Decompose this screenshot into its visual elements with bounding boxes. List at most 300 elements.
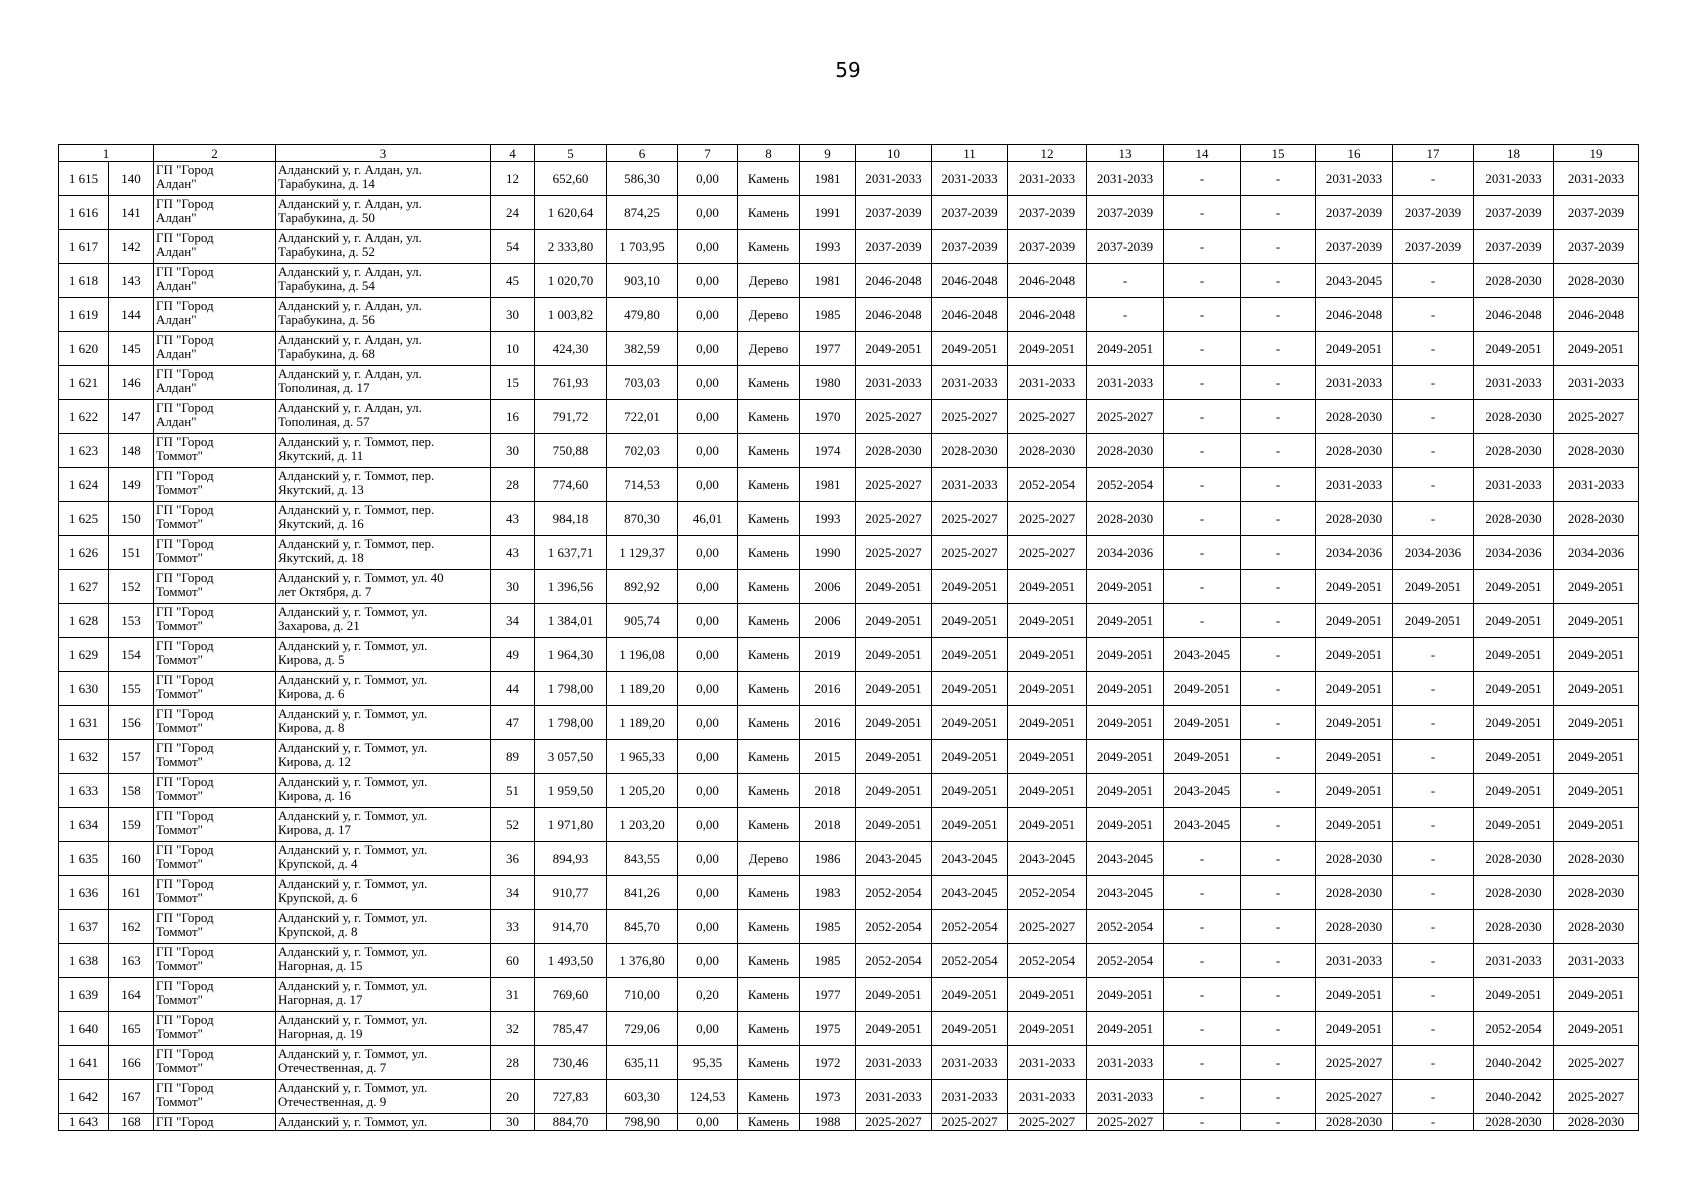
address-line: Алданский у, г. Томмот, ул. [278,1012,428,1027]
col-14-cell: - [1164,162,1241,196]
col-5-cell: 1 964,30 [535,638,607,672]
col-15-cell: - [1241,1080,1316,1114]
col-11-cell: 2031-2033 [932,468,1008,502]
col-7-cell: 0,00 [678,604,738,638]
col-7-cell: 0,00 [678,196,738,230]
col-14-cell: - [1164,230,1241,264]
table-row [59,332,1639,366]
col-4-cell: 28 [491,1046,535,1080]
col-11-cell: 2025-2027 [932,400,1008,434]
housing-register-table [58,144,1639,1131]
row-index-cell: 147 [109,400,154,434]
row-number-cell: 1 624 [59,468,109,502]
col-6-cell: 1 965,33 [607,740,678,774]
col-10-cell: 2049-2051 [856,332,932,366]
address-line: лет Октября, д. 7 [278,584,372,599]
col-17-cell: - [1393,638,1474,672]
col-13-cell: 2028-2030 [1087,502,1164,536]
col-10-cell: 2043-2045 [856,842,932,876]
organization-cell [154,230,276,264]
row-number-cell: 1 635 [59,842,109,876]
row-index-cell: 160 [109,842,154,876]
col-4-cell: 33 [491,910,535,944]
col-19-cell: 2049-2051 [1554,978,1639,1012]
address-line: Кирова, д. 6 [278,686,345,701]
col-4-cell: 12 [491,162,535,196]
year-cell: 2006 [800,604,856,638]
col-17-cell: - [1393,264,1474,298]
col-6-cell: 874,25 [607,196,678,230]
address-line: Алданский у, г. Томмот, ул. [278,706,428,721]
col-17-cell: - [1393,502,1474,536]
address-line: Алданский у, г. Томмот, ул. [278,774,428,789]
table-row [59,502,1639,536]
organization-line: ГП "Город [156,230,214,245]
address-line: Алданский у, г. Алдан, ул. [278,162,422,177]
material-cell: Камень [738,502,800,536]
row-index-cell: 144 [109,298,154,332]
address-cell [276,910,491,944]
row-number-cell: 1 616 [59,196,109,230]
address-line: Тарабукина, д. 56 [278,312,375,327]
col-10-cell: 2037-2039 [856,230,932,264]
col-6-cell: 1 196,08 [607,638,678,672]
organization-cell [154,332,276,366]
col-12-cell: 2025-2027 [1008,910,1087,944]
address-cell [276,502,491,536]
table-row [59,298,1639,332]
col-4-cell: 43 [491,502,535,536]
year-cell: 1985 [800,910,856,944]
col-18-cell: 2028-2030 [1474,876,1554,910]
col-19-cell: 2025-2027 [1554,400,1639,434]
col-15-cell: - [1241,808,1316,842]
address-cell [276,978,491,1012]
row-number-cell: 1 630 [59,672,109,706]
col-18-cell: 2028-2030 [1474,910,1554,944]
row-number-cell: 1 623 [59,434,109,468]
address-line: Тарабукина, д. 68 [278,346,375,361]
col-10-cell: 2025-2027 [856,400,932,434]
col-13-cell: 2031-2033 [1087,1046,1164,1080]
column-number-header [59,145,1639,162]
organization-line: ГП "Город [156,400,214,415]
table-row [59,808,1639,842]
col-13-cell: - [1087,298,1164,332]
address-cell [276,672,491,706]
table-row [59,468,1639,502]
col-16-cell: 2025-2027 [1316,1046,1393,1080]
organization-cell [154,162,276,196]
address-line: Алданский у, г. Алдан, ул. [278,230,422,245]
organization-line: ГП "Город [156,876,214,891]
col-16-cell: 2031-2033 [1316,366,1393,400]
column-header: 6 [607,145,678,162]
material-cell: Камень [738,400,800,434]
col-11-cell: 2052-2054 [932,910,1008,944]
address-line: Крупской, д. 8 [278,924,358,939]
col-14-cell: - [1164,1080,1241,1114]
row-index-cell: 148 [109,434,154,468]
col-10-cell: 2052-2054 [856,876,932,910]
address-cell [276,604,491,638]
year-cell: 2016 [800,706,856,740]
col-5-cell: 769,60 [535,978,607,1012]
col-12-cell: 2037-2039 [1008,196,1087,230]
col-15-cell: - [1241,400,1316,434]
table-row [59,978,1639,1012]
col-11-cell: 2025-2027 [932,536,1008,570]
col-10-cell: 2046-2048 [856,298,932,332]
col-13-cell: 2049-2051 [1087,332,1164,366]
col-19-cell: 2025-2027 [1554,1080,1639,1114]
col-7-cell: 0,00 [678,264,738,298]
col-13-cell: 2025-2027 [1087,1114,1164,1131]
col-17-cell: - [1393,740,1474,774]
col-7-cell: 0,00 [678,400,738,434]
table-row [59,366,1639,400]
col-4-cell: 52 [491,808,535,842]
col-5-cell: 774,60 [535,468,607,502]
col-19-cell: 2049-2051 [1554,808,1639,842]
col-17-cell: - [1393,1080,1474,1114]
col-17-cell: 2037-2039 [1393,230,1474,264]
col-15-cell: - [1241,468,1316,502]
material-cell: Камень [738,570,800,604]
year-cell: 1991 [800,196,856,230]
col-5-cell: 984,18 [535,502,607,536]
organization-cell [154,706,276,740]
col-7-cell: 0,00 [678,434,738,468]
col-10-cell: 2049-2051 [856,978,932,1012]
col-5-cell: 894,93 [535,842,607,876]
col-16-cell: 2049-2051 [1316,332,1393,366]
address-cell [276,230,491,264]
col-15-cell: - [1241,774,1316,808]
row-number-cell: 1 641 [59,1046,109,1080]
column-header: 12 [1008,145,1087,162]
address-cell [276,876,491,910]
col-5-cell: 727,83 [535,1080,607,1114]
year-cell: 1973 [800,1080,856,1114]
col-18-cell: 2034-2036 [1474,536,1554,570]
col-15-cell: - [1241,876,1316,910]
col-18-cell: 2049-2051 [1474,774,1554,808]
col-6-cell: 1 205,20 [607,774,678,808]
col-7-cell: 0,00 [678,808,738,842]
col-11-cell: 2031-2033 [932,366,1008,400]
material-cell: Камень [738,1114,800,1131]
col-6-cell: 479,80 [607,298,678,332]
col-16-cell: 2037-2039 [1316,230,1393,264]
address-line: Алданский у, г. Томмот, ул. [278,740,428,755]
col-7-cell: 0,00 [678,298,738,332]
col-18-cell: 2049-2051 [1474,978,1554,1012]
year-cell: 2016 [800,672,856,706]
col-14-cell: 2043-2045 [1164,808,1241,842]
col-10-cell: 2031-2033 [856,162,932,196]
col-19-cell: 2049-2051 [1554,706,1639,740]
col-19-cell: 2049-2051 [1554,740,1639,774]
col-18-cell: 2031-2033 [1474,162,1554,196]
col-17-cell: - [1393,910,1474,944]
organization-line: Алдан" [156,312,197,327]
col-7-cell: 0,00 [678,366,738,400]
col-11-cell: 2031-2033 [932,1046,1008,1080]
col-17-cell: - [1393,162,1474,196]
address-line: Захарова, д. 21 [278,618,360,633]
col-17-cell: - [1393,842,1474,876]
organization-line: Томмот" [156,652,203,667]
address-cell [276,162,491,196]
col-12-cell: 2052-2054 [1008,944,1087,978]
material-cell: Камень [738,536,800,570]
col-19-cell: 2028-2030 [1554,842,1639,876]
col-6-cell: 586,30 [607,162,678,196]
address-line: Крупской, д. 4 [278,856,358,871]
row-index-cell: 157 [109,740,154,774]
organization-line: ГП "Город [156,332,214,347]
col-13-cell: 2025-2027 [1087,400,1164,434]
column-header: 16 [1316,145,1393,162]
col-14-cell: - [1164,842,1241,876]
address-line: Тарабукина, д. 14 [278,176,375,191]
col-18-cell: 2049-2051 [1474,332,1554,366]
page-number: 59 [835,58,861,82]
col-4-cell: 24 [491,196,535,230]
table-row [59,434,1639,468]
organization-line: Томмот" [156,822,203,837]
col-10-cell: 2052-2054 [856,944,932,978]
address-cell [276,1046,491,1080]
col-13-cell: 2034-2036 [1087,536,1164,570]
col-16-cell: 2028-2030 [1316,400,1393,434]
material-cell: Дерево [738,264,800,298]
year-cell: 1977 [800,978,856,1012]
col-11-cell: 2049-2051 [932,570,1008,604]
col-16-cell: 2049-2051 [1316,672,1393,706]
table-row [59,162,1639,196]
col-4-cell: 34 [491,604,535,638]
col-12-cell: 2043-2045 [1008,842,1087,876]
row-index-cell: 164 [109,978,154,1012]
col-6-cell: 841,26 [607,876,678,910]
year-cell: 1993 [800,230,856,264]
col-12-cell: 2025-2027 [1008,502,1087,536]
organization-line: Алдан" [156,278,197,293]
table-row [59,400,1639,434]
organization-cell [154,774,276,808]
col-4-cell: 51 [491,774,535,808]
col-15-cell: - [1241,196,1316,230]
col-13-cell: 2049-2051 [1087,604,1164,638]
organization-line: Томмот" [156,686,203,701]
organization-line: ГП "Город [156,366,214,381]
row-index-cell: 161 [109,876,154,910]
col-17-cell: 2049-2051 [1393,570,1474,604]
row-number-cell: 1 620 [59,332,109,366]
organization-line: ГП "Город [156,502,214,517]
col-17-cell: - [1393,332,1474,366]
row-number-cell: 1 633 [59,774,109,808]
year-cell: 1990 [800,536,856,570]
col-5-cell: 785,47 [535,1012,607,1046]
col-10-cell: 2046-2048 [856,264,932,298]
col-18-cell: 2028-2030 [1474,1114,1554,1131]
col-15-cell: - [1241,604,1316,638]
organization-line: Томмот" [156,720,203,735]
col-14-cell: - [1164,298,1241,332]
organization-line: ГП "Город [156,808,214,823]
organization-line: Томмот" [156,958,203,973]
material-cell: Дерево [738,298,800,332]
col-14-cell: 2049-2051 [1164,706,1241,740]
row-number-cell: 1 618 [59,264,109,298]
organization-cell [154,808,276,842]
col-6-cell: 710,00 [607,978,678,1012]
col-7-cell: 0,00 [678,536,738,570]
col-4-cell: 43 [491,536,535,570]
address-cell [276,434,491,468]
row-number-cell: 1 627 [59,570,109,604]
column-header: 7 [678,145,738,162]
table-row [59,570,1639,604]
column-header: 11 [932,145,1008,162]
col-7-cell: 0,00 [678,774,738,808]
col-11-cell: 2049-2051 [932,604,1008,638]
address-cell [276,1080,491,1114]
address-cell [276,944,491,978]
organization-cell [154,1114,276,1131]
organization-cell [154,842,276,876]
col-7-cell: 0,00 [678,910,738,944]
col-19-cell: 2031-2033 [1554,162,1639,196]
col-19-cell: 2031-2033 [1554,366,1639,400]
col-4-cell: 30 [491,298,535,332]
address-line: Алданский у, г. Томмот, ул. [278,808,428,823]
col-5-cell: 884,70 [535,1114,607,1131]
col-16-cell: 2028-2030 [1316,876,1393,910]
address-line: Алданский у, г. Томмот, пер. [278,536,435,551]
col-11-cell: 2049-2051 [932,672,1008,706]
column-header: 8 [738,145,800,162]
col-16-cell: 2049-2051 [1316,808,1393,842]
address-line: Кирова, д. 16 [278,788,351,803]
address-line: Тополиная, д. 57 [278,414,370,429]
col-19-cell: 2031-2033 [1554,944,1639,978]
col-17-cell: - [1393,1114,1474,1131]
organization-line: ГП "Город [156,570,214,585]
organization-line: Томмот" [156,1060,203,1075]
organization-cell [154,536,276,570]
col-17-cell: - [1393,672,1474,706]
row-number-cell: 1 621 [59,366,109,400]
col-15-cell: - [1241,1012,1316,1046]
col-14-cell: - [1164,1114,1241,1131]
organization-cell [154,672,276,706]
col-11-cell: 2049-2051 [932,808,1008,842]
organization-cell [154,1046,276,1080]
row-index-cell: 165 [109,1012,154,1046]
col-18-cell: 2049-2051 [1474,638,1554,672]
row-index-cell: 155 [109,672,154,706]
col-15-cell: - [1241,332,1316,366]
address-line: Кирова, д. 12 [278,754,351,769]
organization-line: Томмот" [156,516,203,531]
address-line: Алданский у, г. Томмот, ул. [278,1080,428,1095]
col-5-cell: 761,93 [535,366,607,400]
col-12-cell: 2049-2051 [1008,638,1087,672]
col-17-cell: - [1393,1046,1474,1080]
col-14-cell: - [1164,264,1241,298]
column-header: 17 [1393,145,1474,162]
organization-line: Томмот" [156,788,203,803]
col-6-cell: 603,30 [607,1080,678,1114]
organization-line: ГП "Город [156,740,214,755]
col-11-cell: 2049-2051 [932,774,1008,808]
address-line: Алданский у, г. Томмот, ул. [278,1046,428,1061]
row-index-cell: 140 [109,162,154,196]
table-row [59,672,1639,706]
col-6-cell: 845,70 [607,910,678,944]
col-13-cell: 2043-2045 [1087,842,1164,876]
organization-line: ГП "Город [156,1080,214,1095]
col-6-cell: 1 376,80 [607,944,678,978]
material-cell: Камень [738,468,800,502]
col-11-cell: 2046-2048 [932,264,1008,298]
organization-line: ГП "Город [156,298,214,313]
table-row [59,230,1639,264]
row-number-cell: 1 628 [59,604,109,638]
material-cell: Камень [738,230,800,264]
address-cell [276,196,491,230]
col-5-cell: 1 798,00 [535,672,607,706]
col-19-cell: 2028-2030 [1554,910,1639,944]
col-12-cell: 2046-2048 [1008,264,1087,298]
year-cell: 1974 [800,434,856,468]
organization-line: Алдан" [156,176,197,191]
col-15-cell: - [1241,264,1316,298]
col-10-cell: 2031-2033 [856,366,932,400]
col-10-cell: 2031-2033 [856,1080,932,1114]
organization-line: ГП "Город [156,196,214,211]
col-15-cell: - [1241,366,1316,400]
row-number-cell: 1 617 [59,230,109,264]
address-line: Алданский у, г. Алдан, ул. [278,400,422,415]
row-index-cell: 154 [109,638,154,672]
row-index-cell: 156 [109,706,154,740]
col-16-cell: 2037-2039 [1316,196,1393,230]
col-15-cell: - [1241,638,1316,672]
col-15-cell: - [1241,910,1316,944]
organization-line: ГП "Город [156,944,214,959]
organization-line: Томмот" [156,482,203,497]
organization-cell [154,196,276,230]
col-13-cell: 2037-2039 [1087,196,1164,230]
address-line: Тарабукина, д. 50 [278,210,375,225]
col-12-cell: 2037-2039 [1008,230,1087,264]
col-15-cell: - [1241,502,1316,536]
col-19-cell: 2049-2051 [1554,604,1639,638]
col-10-cell: 2025-2027 [856,1114,932,1131]
row-index-cell: 163 [109,944,154,978]
col-14-cell: - [1164,604,1241,638]
col-7-cell: 46,01 [678,502,738,536]
col-12-cell: 2049-2051 [1008,1012,1087,1046]
col-14-cell: - [1164,196,1241,230]
year-cell: 1972 [800,1046,856,1080]
address-cell [276,808,491,842]
